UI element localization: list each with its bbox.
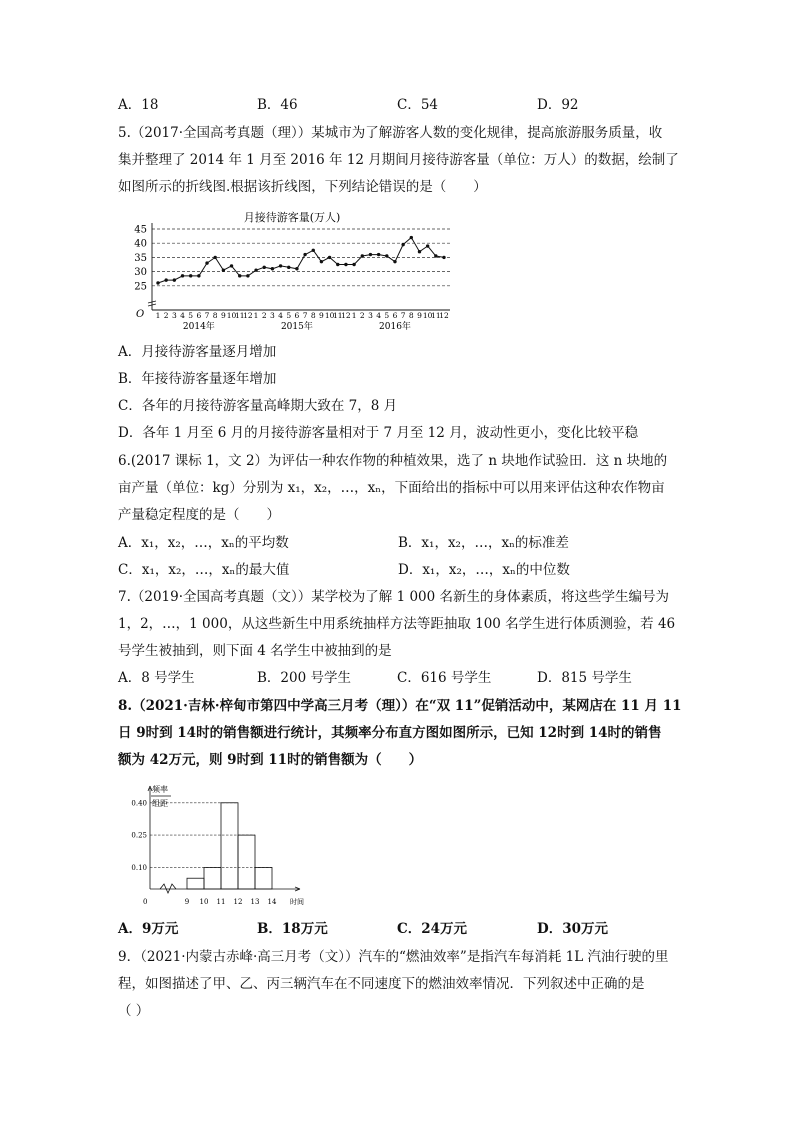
x-tick-label: 9: [184, 898, 190, 906]
series-line: [158, 238, 444, 284]
x-tick-label: 3: [368, 311, 373, 320]
q7-option-a: A．8 号学生: [118, 670, 195, 686]
histogram-bar: [238, 835, 255, 889]
origin-label: 0: [143, 898, 148, 906]
y-tick-label: 35: [134, 252, 147, 264]
q9-stem-line-3: （ ）: [118, 1003, 150, 1019]
q6-stem-line-1: 6.(2017 课标 1，文 2）为评估一种农作物的种植效果，选了 n 块地作试验田．这 n 块地的: [118, 453, 668, 469]
q4-option-c: C．54: [397, 97, 439, 113]
q6-stem-line-2: 亩产量（单位：kg）分别为 x₁，x₂，…，xₙ，下面给出的指标中可以用来评估这种农作物亩: [118, 480, 665, 496]
x-tick-label: 12: [341, 311, 351, 320]
y-tick-label: 30: [134, 267, 147, 279]
data-point: [181, 274, 184, 277]
data-point: [369, 253, 372, 256]
x-tick-label: 6: [196, 311, 202, 320]
q4-option-d: D．92: [537, 97, 579, 113]
data-point: [434, 254, 437, 257]
q8-stem-line-2: 日 9时到 14时的销售额进行统计，其频率分布直方图如图所示，已知 12时到 14时的销售: [118, 725, 662, 741]
q8-option-b: B．18万元: [257, 921, 328, 937]
data-point: [377, 253, 380, 256]
q5-option-c: C．各年的月接待游客量高峰期大致在 7，8 月: [118, 398, 398, 414]
q4-option-b: B．46: [257, 97, 298, 113]
q8-stem-line-1: 8.（2021·吉林·梓甸市第四中学高三月考（理））在“双 11”促销活动中，某网店在 11 月 11: [118, 698, 682, 714]
data-point: [230, 264, 233, 267]
data-point: [393, 260, 396, 263]
q7-stem-line-2: 1，2，…，1 000，从这些新生中用系统抽样方法等距抽取 100 名学生进行体质测验，若 46: [118, 616, 676, 632]
y-tick-label: 45: [134, 224, 147, 236]
q7-option-d: D．815 号学生: [537, 670, 632, 686]
xlabel: 时间: [290, 898, 304, 906]
q5-option-d: D．各年 1 月至 6 月的月接待游客量相对于 7 月至 12 月，波动性更小，变化比较平稳: [118, 425, 639, 441]
data-point: [442, 256, 445, 259]
year-label: 2015年: [280, 322, 313, 332]
ylabel-top: 频率: [152, 785, 168, 794]
x-tick-label: 12: [439, 311, 449, 320]
data-point: [222, 268, 225, 271]
y-tick-label: 0.10: [131, 863, 147, 872]
x-tick-label: 1: [155, 311, 161, 320]
x-tick-label: 9: [220, 311, 226, 320]
x-tick-label: 13: [250, 898, 260, 906]
data-point: [189, 274, 192, 277]
q7-stem-line-3: 号学生被抽到，则下面 4 名学生中被抽到的是: [118, 643, 392, 659]
histogram-bar: [204, 867, 221, 889]
data-point: [352, 263, 355, 266]
histogram-bar: [255, 867, 272, 889]
x-tick-label: 10: [226, 311, 237, 320]
data-point: [254, 268, 257, 271]
x-tick-label: 6: [392, 311, 398, 320]
data-point: [205, 261, 208, 264]
year-label: 2016年: [379, 322, 411, 332]
data-point: [295, 267, 298, 270]
data-point: [344, 263, 347, 266]
x-tick-label: 11: [234, 311, 245, 320]
x-tick-label: 9: [417, 311, 422, 320]
q9-stem-line-1: 9．（2021·内蒙古赤峰·高三月考（文））汽车的“燃油效率”是指汽车每消耗 1L 汽油行驶的里: [118, 949, 669, 965]
data-point: [303, 253, 306, 256]
data-point: [361, 254, 364, 257]
x-tick-label: 8: [408, 311, 414, 320]
x-tick-label: 11: [332, 311, 343, 320]
q9-stem-line-2: 程，如图描述了甲、乙、丙三辆汽车在不同速度下的燃油效率情况．下列叙述中正确的是: [118, 976, 645, 992]
data-point: [246, 274, 249, 277]
data-point: [238, 274, 241, 277]
x-tick-label: 7: [400, 311, 406, 320]
data-point: [164, 278, 167, 281]
x-tick-label: 7: [204, 311, 210, 320]
data-point: [401, 243, 404, 246]
data-point: [410, 236, 413, 239]
q6-stem-line-3: 产量稳定程度的是（ ）: [118, 507, 280, 523]
x-tick-label: 5: [286, 311, 292, 320]
year-label: 2014年: [182, 322, 215, 332]
x-tick-label: 11: [216, 898, 226, 906]
axis-break-zigzag: [160, 884, 176, 893]
x-tick-label: 3: [171, 311, 177, 320]
q6-option-a: A．x₁，x₂，…，xₙ的平均数: [118, 535, 289, 551]
x-tick-label: 10: [422, 311, 433, 320]
x-tick-label: 2: [163, 311, 169, 320]
x-tick-label: 5: [188, 311, 194, 320]
x-tick-label: 9: [319, 311, 324, 320]
data-point: [279, 264, 282, 267]
x-tick-label: 1: [253, 311, 259, 320]
y-tick-label: 40: [134, 238, 147, 250]
chart-title: 月接待游客量(万人): [243, 211, 341, 224]
data-point: [263, 266, 266, 269]
x-tick-label: 7: [302, 311, 308, 320]
data-point: [336, 263, 339, 266]
q7-option-c: C．616 号学生: [397, 670, 492, 686]
histogram-bar: [221, 803, 238, 889]
x-tick-label: 4: [278, 311, 283, 320]
data-point: [312, 249, 315, 252]
data-point: [418, 250, 421, 253]
histogram-bar: [187, 878, 204, 889]
data-point: [385, 254, 388, 257]
q8-stem-line-3: 额为 42万元，则 9时到 11时的销售额为（ ）: [118, 752, 423, 768]
data-point: [156, 281, 159, 284]
sales-histogram: [128, 782, 318, 908]
x-tick-label: 2: [359, 311, 365, 320]
ylabel-bottom: 组距: [152, 799, 168, 808]
x-tick-label: 14: [267, 898, 277, 906]
q5-stem-line-3: 如图所示的折线图.根据该折线图，下列结论错误的是（ ）: [118, 179, 487, 195]
q6-option-b: B．x₁，x₂，…，xₙ的标准差: [398, 535, 569, 551]
data-point: [214, 256, 217, 259]
x-tick-label: 12: [233, 898, 243, 906]
x-tick-label: 12: [243, 311, 253, 320]
x-tick-label: 4: [376, 311, 382, 320]
y-tick-label: 0.40: [131, 799, 147, 808]
data-point: [328, 256, 331, 259]
x-tick-label: 8: [212, 311, 218, 320]
q6-option-d: D．x₁，x₂，…，xₙ的中位数: [398, 562, 570, 578]
q6-option-c: C．x₁，x₂，…，xₙ的最大值: [118, 562, 290, 578]
tourist-line-chart: [132, 207, 462, 332]
q5-stem-line-1: 5.（2017·全国高考真题（理））某城市为了解游客人数的变化规律，提高旅游服务质量，收: [118, 125, 663, 141]
data-point: [173, 278, 176, 281]
q5-option-a: A．月接待游客量逐月增加: [118, 344, 277, 360]
data-point: [287, 266, 290, 269]
q5-option-b: B．年接待游客量逐年增加: [118, 371, 277, 387]
data-point: [426, 244, 429, 247]
q7-option-b: B．200 号学生: [257, 670, 351, 686]
q4-option-a: A．18: [118, 97, 159, 113]
data-point: [320, 260, 323, 263]
x-tick-label: 5: [384, 311, 390, 320]
q7-stem-line-1: 7.（2019·全国高考真题（文））某学校为了解 1 000 名新生的身体素质，将这些学生编号为: [118, 589, 670, 605]
data-point: [271, 267, 274, 270]
q8-option-c: C．24万元: [397, 921, 468, 937]
x-tick-label: 1: [351, 311, 357, 320]
y-tick-label: 0.25: [131, 831, 147, 840]
x-tick-label: 4: [180, 311, 185, 320]
x-tick-label: 10: [324, 311, 335, 320]
x-tick-label: 8: [310, 311, 316, 320]
x-tick-label: 6: [294, 311, 300, 320]
x-tick-label: 2: [261, 311, 267, 320]
x-tick-label: 10: [199, 898, 209, 906]
y-tick-label: 25: [134, 281, 147, 293]
data-point: [197, 274, 200, 277]
q8-option-d: D．30万元: [537, 921, 608, 937]
x-tick-label: 3: [270, 311, 275, 320]
x-tick-label: 11: [431, 311, 441, 320]
q8-option-a: A．9万元: [118, 921, 179, 937]
q5-stem-line-2: 集并整理了 2014 年 1 月至 2016 年 12 月期间月接待游客量（单位：万人）的数据，绘制了: [118, 152, 679, 168]
origin-label: O: [136, 309, 145, 320]
